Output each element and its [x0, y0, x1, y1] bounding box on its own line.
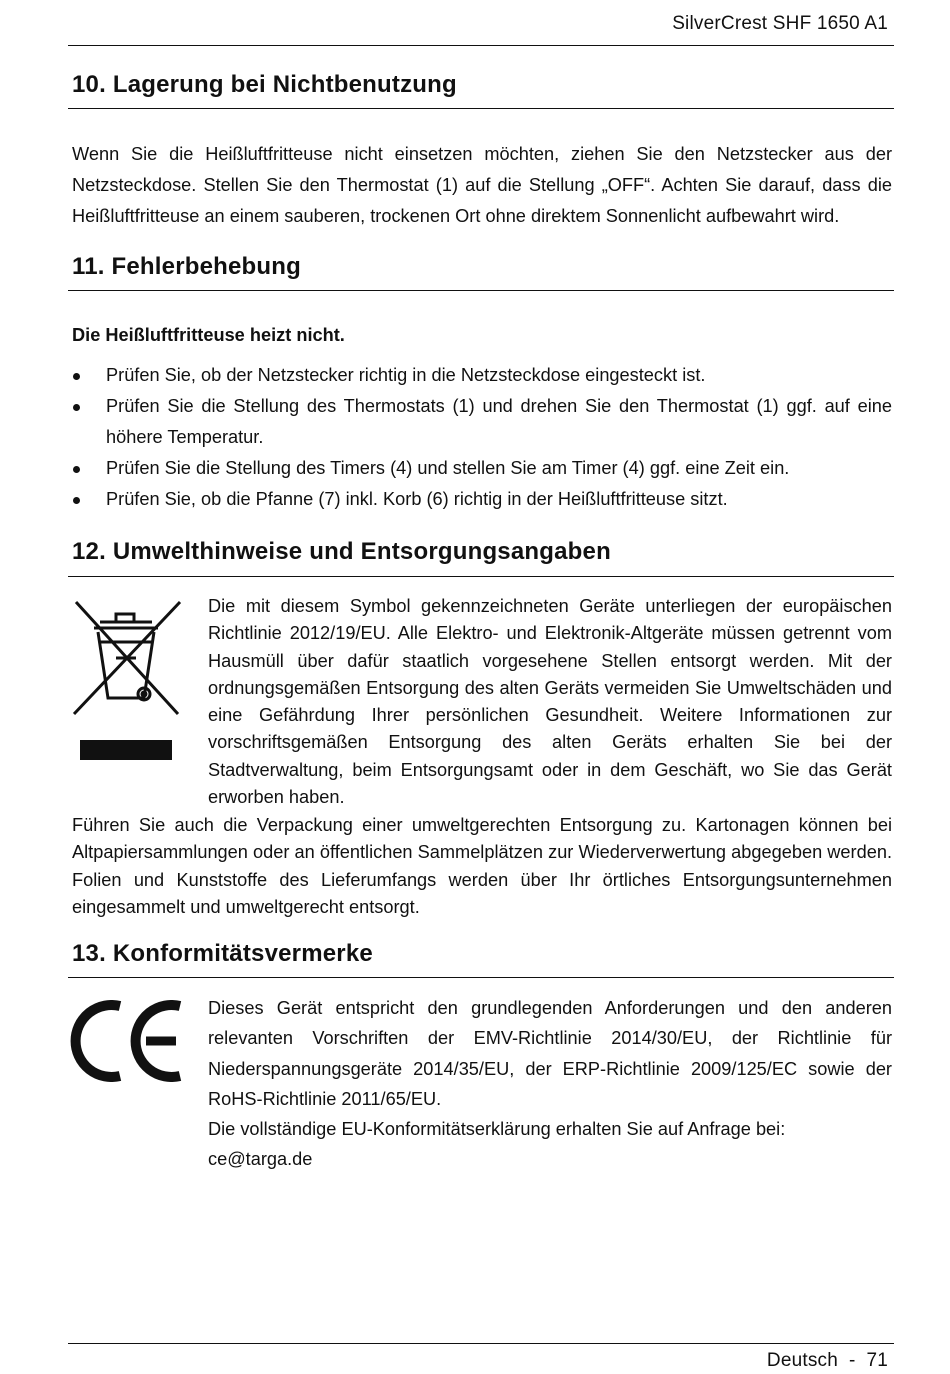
section-12-title: 12. Umwelthinweise und Entsorgungsangaben — [72, 538, 611, 565]
list-item: Prüfen Sie die Stellung des Timers (4) und stellen Sie am Timer (4) ggf. eine Zeit ein. — [72, 453, 892, 484]
section-13-title: 13. Konformitätsvermerke — [72, 940, 373, 967]
section-13-text-1: Dieses Gerät entspricht den grundlegenden Anforderungen und den anderen relevanten Vorschriften der EMV-Richtlinie 2014/30/EU, der Richtlinie für Niederspannungsgeräte 2014/35/EU, der ERP-Richtlinie 2009/125/EC sowie der RoHS-Richtlinie 2011/65/EU. — [208, 998, 892, 1109]
section-10-text: Wenn Sie die Heißluftfritteuse nicht einsetzen möchten, ziehen Sie den Netzstecker aus der Netzsteckdose. Stellen Sie den Thermostat (1) auf die Stellung „OFF“. Achten Sie darauf, dass die Heißluftfritteuse an einem sauberen, trockenen Ort ohne direktem Sonnenlicht aufbewahrt wird. — [72, 144, 892, 226]
page-number: Deutsch - 71 — [766, 1350, 888, 1371]
section-13-text-2: Die vollständige EU-Konformitätserklärung erhalten Sie auf Anfrage bei: — [208, 1119, 786, 1139]
bullet-icon — [73, 466, 80, 473]
section-11-rule — [68, 290, 894, 291]
bullet-icon — [73, 373, 80, 380]
ce-mark-icon — [70, 1000, 184, 1082]
section-13-rule — [68, 977, 894, 978]
page-header-product: SilverCrest SHF 1650 A1 — [672, 13, 888, 34]
section-10-rule — [68, 108, 894, 109]
bullet-icon — [73, 404, 80, 411]
section-12-rule — [68, 576, 894, 577]
header-rule — [68, 45, 894, 46]
section-12-text-2: Führen Sie auch die Verpackung einer umweltgerechten Entsorgung zu. Kartonagen können bei Altpapiersammlungen oder an öffentlichen Sammelplätzen zur Wiederverwertung abgegeben werden. Folien und Kunststoffe des Lieferumfangs werden über Ihr örtliches Entsorgungsunternehmen eingesammelt und umweltgerecht entsorgt. — [72, 815, 892, 917]
contact-email: ce@targa.de — [208, 1149, 313, 1169]
list-item: Prüfen Sie die Stellung des Thermostats (1) und drehen Sie den Thermostat (1) ggf. auf eine höhere Temperatur. — [72, 391, 892, 453]
footer-rule — [68, 1343, 894, 1344]
weee-crossed-bin-icon — [70, 598, 186, 764]
bullet-icon — [73, 497, 80, 504]
section-10-title: 10. Lagerung bei Nichtbenutzung — [72, 71, 457, 98]
list-item: Prüfen Sie, ob die Pfanne (7) inkl. Korb (6) richtig in der Heißluftfritteuse sitzt. — [72, 484, 892, 515]
list-item: Prüfen Sie, ob der Netzstecker richtig in die Netzsteckdose eingesteckt ist. — [72, 360, 892, 391]
problem-heading: Die Heißluftfritteuse heizt nicht. — [72, 325, 345, 345]
section-12-text-1: Die mit diesem Symbol gekennzeichneten Geräte unterliegen der europäischen Richtlinie 2012/19/EU. Alle Elektro- und Elektronik-Altgeräte müssen getrennt vom Hausmüll über dafür staatlich vorgesehene Stellen entsorgt werden. Mit der ordnungsgemäßen Entsorgung des alten Geräts vermeiden Sie Umweltschäden und eine Gefährdung Ihrer persönlichen Gesundheit. Weitere Informationen zur vorschriftsgemäßen Entsorgung des alten Geräts erhalten Sie bei der Stadtverwaltung, beim Entsorgungsamt oder in dem Geschäft, wo Sie das Gerät erworben haben. — [208, 596, 892, 808]
section-11-title: 11. Fehlerbehebung — [72, 253, 301, 280]
troubleshooting-list — [72, 360, 892, 515]
